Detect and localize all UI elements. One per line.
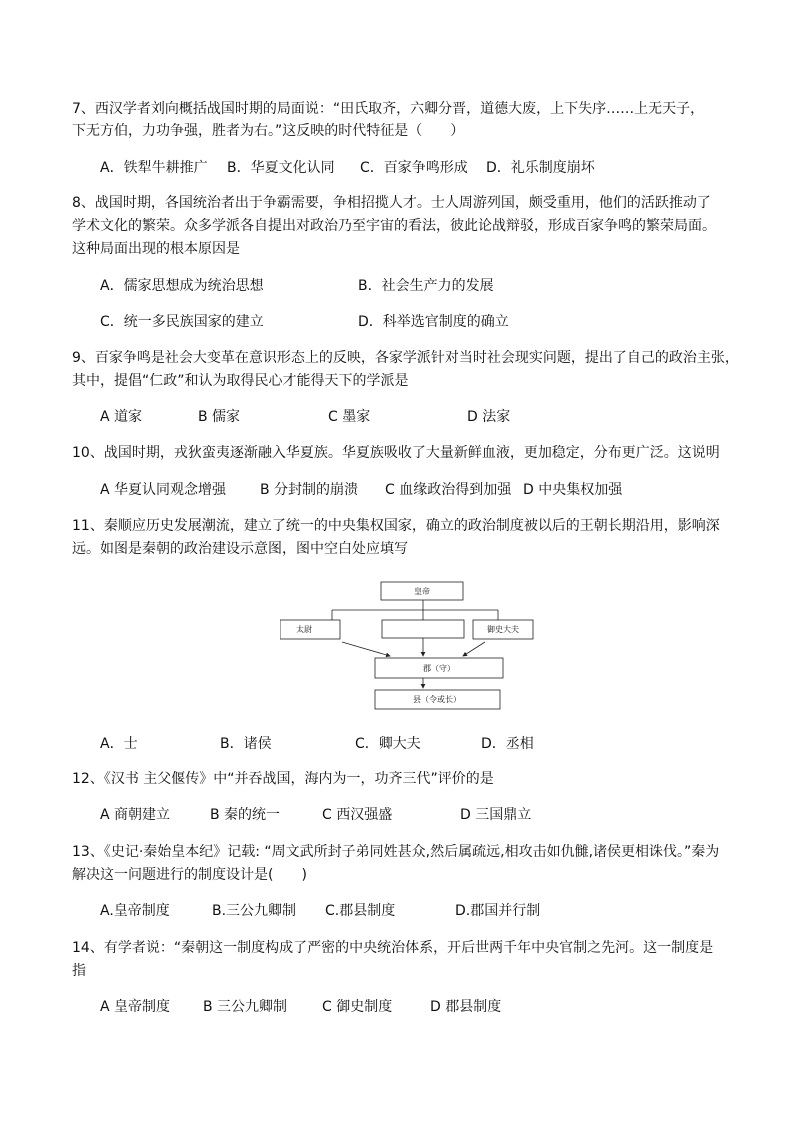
q7-option-b: B．华夏文化认同 xyxy=(227,160,335,176)
q12-option-c: C 西汉强盛 xyxy=(322,807,393,823)
q13-option-b: B.三公九卿制 xyxy=(212,903,297,919)
emperor-label: 皇帝 xyxy=(414,587,430,596)
q7-option-c: C．百家争鸣形成 xyxy=(360,160,468,176)
yushi-dafu-label: 御史大夫 xyxy=(487,625,519,634)
q9-stem-line2: 其中，提倡“仁政”和认为取得民心才能得天下的学派是 xyxy=(72,373,409,389)
q11-option-c: C．卿大夫 xyxy=(355,736,421,752)
q9-stem-line1: 9、百家争鸣是社会大变革在意识形态上的反映，各家学派针对当时社会现实问题，提出了自己的政治主张， xyxy=(72,350,739,366)
q14-option-c: C 御史制度 xyxy=(322,999,393,1015)
q8-stem-line3: 这种局面出现的根本原因是 xyxy=(72,241,240,257)
q13-stem-line1: 13、《史记·秦始皇本纪》记载: “周文武所封子弟同姓甚众,然后属疏远,相攻击如仇雠,诸侯更相诛伐。”秦为 xyxy=(72,844,720,860)
q14-stem-line1: 14、有学者说：“秦朝这一制度构成了严密的中央统治体系，开后世两千年中央官制之先河。这一制度是 xyxy=(72,940,714,956)
q11-stem-line1: 11、秦顺应历史发展潮流，建立了统一的中央集权国家，确立的政治制度被以后的王朝长期沿用，影响深 xyxy=(72,518,720,534)
q7-option-a: A．铁犁牛耕推广 xyxy=(100,160,208,176)
q7-stem-line1: 7、西汉学者刘向概括战国时期的局面说：“田氏取齐，六卿分晋，道德大废，上下失序……上无天子， xyxy=(72,101,705,117)
q14-option-b: B 三公九卿制 xyxy=(203,999,288,1015)
q8-option-c: C．统一多民族国家的建立 xyxy=(100,314,264,330)
q7-option-d: D．礼乐制度崩坏 xyxy=(486,160,595,176)
q8-option-d: D．科举选官制度的确立 xyxy=(358,314,509,330)
q12-option-d: D 三国鼎立 xyxy=(460,807,532,823)
q8-stem-line1: 8、战国时期，各国统治者出于争霸需要，争相招揽人才。士人周游列国，颇受重用，他们的活跃推动了 xyxy=(72,195,711,211)
q10-option-d: D 中央集权加强 xyxy=(523,482,623,498)
q11-option-b: B．诸侯 xyxy=(220,736,272,752)
q14-stem-line2: 指 xyxy=(72,963,86,979)
taiwei-label: 太尉 xyxy=(296,625,312,634)
q14-option-d: D 郡县制度 xyxy=(430,999,502,1015)
q14-option-a: A 皇帝制度 xyxy=(100,999,171,1015)
q10-option-b: B 分封制的崩溃 xyxy=(260,482,359,498)
q8-option-b: B．社会生产力的发展 xyxy=(358,278,494,294)
blank-answer-box xyxy=(382,620,464,638)
q7-stem-line2: 下无方伯，力功争强，胜者为右。”这反映的时代特征是（ ） xyxy=(72,123,465,139)
q9-option-b: B 儒家 xyxy=(198,409,241,425)
q13-stem-line2: 解决这一问题进行的制度设计是( ) xyxy=(72,867,307,883)
q9-option-d: D 法家 xyxy=(467,409,511,425)
q12-stem-line1: 12、《汉书 主父偃传》中“并吞战国，海内为一，功齐三代”评价的是 xyxy=(72,771,494,787)
q11-option-a: A．士 xyxy=(100,736,138,752)
q10-stem-line1: 10、战国时期，戎狄蛮夷逐渐融入华夏族。华夏族吸收了大量新鲜血液，更加稳定，分布更广泛。这说明 xyxy=(72,445,720,461)
q13-option-a: A.皇帝制度 xyxy=(100,903,170,919)
commandery-label: 郡（守） xyxy=(423,664,455,673)
q9-option-c: C 墨家 xyxy=(328,409,371,425)
q10-option-a: A 华夏认同观念增强 xyxy=(100,482,227,498)
qin-political-structure-diagram xyxy=(280,578,540,714)
county-label: 县（令或长） xyxy=(413,695,461,704)
q12-option-a: A 商朝建立 xyxy=(100,807,171,823)
q8-stem-line2: 学术文化的繁荣。众多学派各自提出对政治乃至宇宙的看法，彼此论战辩驳，形成百家争鸣的繁荣局面。 xyxy=(72,218,716,234)
q8-option-a: A．儒家思想成为统治思想 xyxy=(100,278,264,294)
q13-option-c: C.郡县制度 xyxy=(325,903,396,919)
q12-option-b: B 秦的统一 xyxy=(210,807,281,823)
q10-option-c: C 血缘政治得到加强 xyxy=(385,482,512,498)
q11-stem-line2: 远。如图是秦朝的政治建设示意图，图中空白处应填写 xyxy=(72,541,408,557)
q9-option-a: A 道家 xyxy=(100,409,143,425)
q13-option-d: D.郡国并行制 xyxy=(455,903,541,919)
q11-option-d: D．丞相 xyxy=(481,736,534,752)
